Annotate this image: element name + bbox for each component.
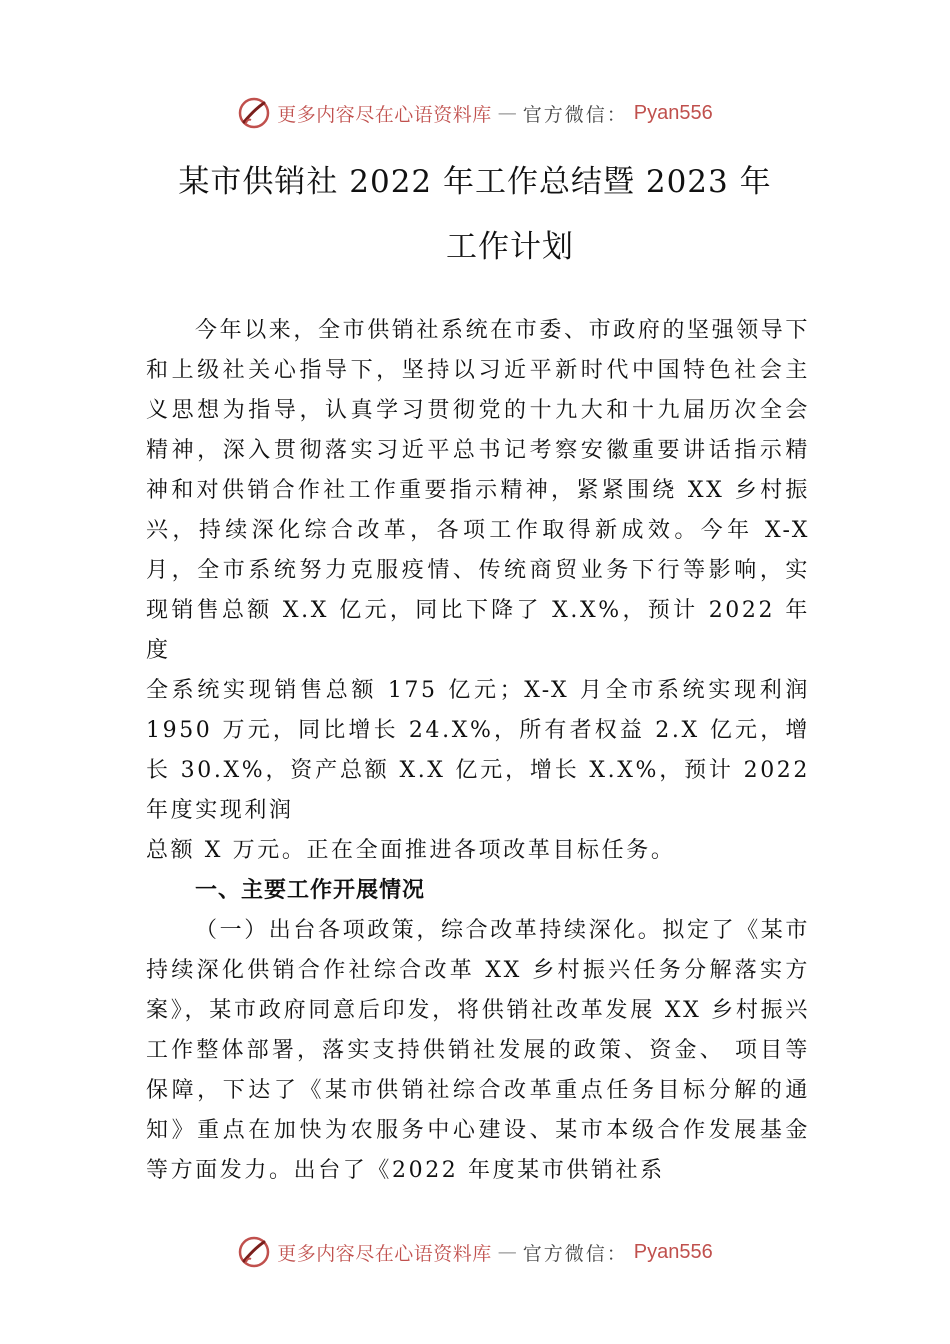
brush-logo-icon (237, 1235, 271, 1269)
section-heading: 一、主要工作开展情况 (195, 878, 426, 903)
document-body (146, 311, 810, 1191)
watermark-brand-text: 更多内容尽在心语资料库 (277, 103, 492, 126)
watermark-brand-text: 更多内容尽在心语资料库 (277, 1242, 492, 1265)
paragraph-intro: 今年以来，全市供销社系统在市委、市政府的坚强领导下和上级社关心指导下，坚持以习近平新时代中国特色社会主义思想为指导，认真学习贯彻党的十九大和十九届历次全会精神，深入贯彻落实习近平总书记考察安徽重要讲话指示精神和对供销合作社工作重要指示精神，紧紧围绕 XX 乡村振兴，持续深化综合改革，各项工作取得新成效。今年 X-X 月，全市系统努力克服疫情、传统商贸业务下行等影响，实现销售总额 X.X 亿元，同比下降了 X.X%，预计 2022 年度 (146, 318, 811, 663)
brush-logo-icon (237, 96, 271, 130)
watermark-wechat-label: 官方微信： (522, 103, 628, 126)
watermark-wechat-label: 官方微信： (522, 1242, 628, 1265)
watermark-wechat-id: Pyan556 (633, 1240, 713, 1263)
paragraph-sales: 全系统实现销售总额 175 亿元；X-X 月全市系统实现利润 1950 万元，同比增长 24.X%，所有者权益 2.X 亿元，增长 30.X%，资产总额 X.X 亿元，增长 X.X%，预计 2022 年度实现利润 (146, 678, 810, 823)
document-title-line1: 某市供销社 2022 年工作总结暨 2023 年 (178, 164, 772, 200)
watermark-banner-top (0, 93, 950, 133)
watermark-wechat-id: Pyan556 (633, 101, 713, 124)
watermark-separator: — (497, 1241, 517, 1263)
document-title-line2: 工作计划 (446, 229, 574, 265)
paragraph-section-one: （一）出台各项政策，综合改革持续深化。拟定了《某市持续深化供销合作社综合改革 XX 乡村振兴任务分解落实方案》，某市政府同意后印发，将供销社改革发展 XX 乡村振兴工作整体部署，落实支持供销社发展的政策、资金、 项目等保障，下达了《某市供销社综合改革重点任务目标分解的通知》重点在加快为农服务中心建设、某市本级合作发展基金等方面发力。出台了《2022 年度某市供销社系 (146, 918, 811, 1183)
paragraph-profit: 总额 X 万元。正在全面推进各项改革目标任务。 (146, 838, 676, 863)
watermark-separator: — (497, 102, 517, 124)
watermark-banner-bottom (0, 1232, 950, 1272)
